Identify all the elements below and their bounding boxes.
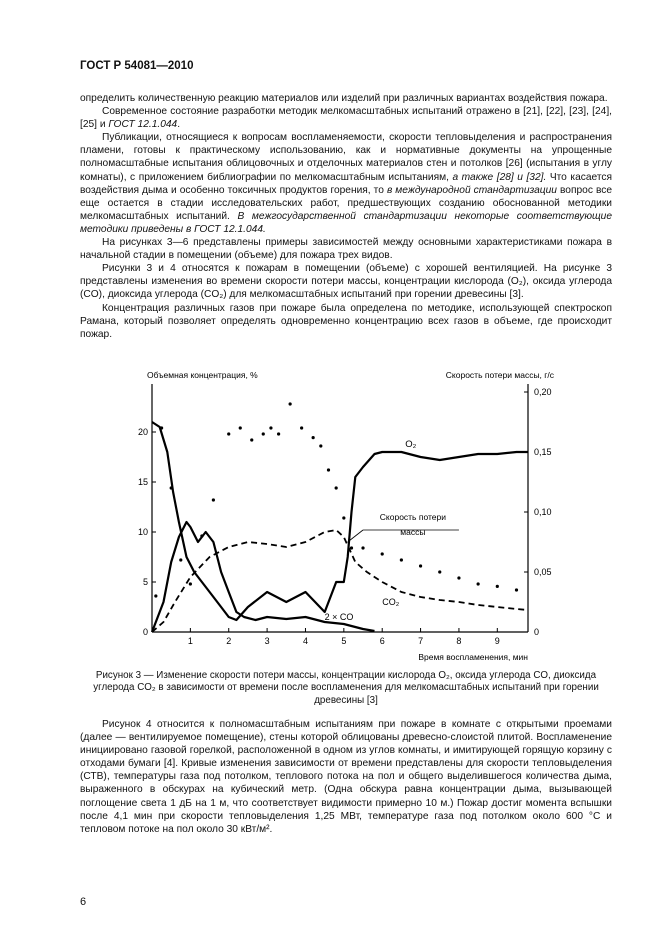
paragraph-2	[80, 105, 612, 131]
text-block-bottom	[80, 718, 612, 836]
mass-loss-point	[438, 570, 441, 573]
y-left-tick-label: 20	[137, 427, 148, 437]
co2-curve-label: CO₂	[382, 597, 400, 607]
mass-loss-point	[277, 432, 280, 435]
mass-loss-point	[496, 585, 499, 588]
mass-loss-point	[212, 498, 215, 501]
y-right-tick-label: 0,05	[534, 567, 552, 577]
paragraph-2-text: Современное состояние разработки методик мелкомасштабных испытаний отражено в [21], [22], [23], [24], [25] и	[80, 106, 612, 131]
mass-loss-point	[350, 546, 353, 549]
page-number: 6	[80, 896, 87, 908]
mass-loss-label-line1: Скорость потери	[379, 512, 447, 522]
mass-loss-point	[400, 558, 403, 561]
mass-loss-point	[515, 588, 518, 591]
paragraph-2-italic: ГОСТ 12.1.044	[108, 119, 178, 131]
y-right-tick-label: 0,15	[534, 447, 552, 457]
paragraph-3-d: в международной стандартизации	[386, 184, 557, 196]
y-right-tick-label: 0,20	[534, 387, 552, 397]
mass-loss-point	[250, 438, 253, 441]
mass-loss-point	[160, 426, 163, 429]
figure-caption: Рисунок 3 — Изменение скорости потери массы, концентрации кислорода O₂, оксида углерода CO, диоксида углерода CO₂ в зависимости от времени после воспламенения для мелкомасштабных испытаний при горении древесины [3]	[93, 670, 599, 706]
paragraph-3-a: Публикации, относящиеся к вопросам воспламеняемости, скорости тепловыделения и распространения пламени, готовы к практическому использованию, как и нормативные документы на упрощенные полномасштабные испытания облицовочных и отделочных материалов стен и потолков [26] (испытания в углу комнаты), с приложением библиографии по мелкомасштабным испытаниям,	[80, 132, 612, 183]
y-left-tick-label: 0	[142, 627, 148, 637]
paragraph-3-f: В межгосударственной стандартизации некоторые соответствующие методики приведены в ГОСТ 12.1.044.	[80, 210, 612, 235]
mass-loss-point	[200, 534, 203, 537]
mass-loss-point	[419, 564, 422, 567]
y-left-tick-label: 10	[137, 527, 148, 537]
mass-loss-point	[170, 486, 173, 489]
x-tick-label: 9	[494, 636, 500, 646]
mass-loss-point	[300, 426, 303, 429]
mass-loss-point	[154, 594, 157, 597]
y-left-tick-label: 15	[137, 477, 148, 487]
mass-loss-point	[342, 516, 345, 519]
y-right-axis-label: Скорость потери массы, г/с	[445, 370, 554, 380]
x-tick-label: 1	[187, 636, 193, 646]
mass-loss-point	[361, 546, 364, 549]
paragraph-1: определить количественную реакцию материалов или изделий при различных вариантах воздействия пожара.	[80, 93, 608, 104]
x-tick-label: 6	[379, 636, 385, 646]
x-tick-label: 3	[264, 636, 270, 646]
paragraph-7: Рисунок 4 относится к полномасштабным испытаниям при пожаре в комнате с открытыми проемами (далее — вентилируемое помещение), стены которой облицованы древесно-слоистой плитой. Воспламенение инициировано газовой горелкой, расположенной в одном из углов комнаты, и имитирующей горящую корзину с отходами бумаги [4]. Кривые изменения зависимости от времени представлены для скорости тепловыделения (СТВ), температуры газа под потолком, теплового потока на пол и общего выделившегося количества дыма, выраженного в обскурах на кубический метр. (Одна обскура равна концентрации дыма, вызывающей поглощение света 1 дБ на 1 м, что соответствует видимости примерно 10 м.) Пожар достиг момента вспышки после 4,1 мин при скорости тепловыделения 1,25 МВт, температуре газа под потолком около 600 °С и тепловом потоке на пол около 30 кВт/м².	[80, 719, 612, 835]
x-tick-label: 8	[456, 636, 462, 646]
mass-loss-point	[381, 552, 384, 555]
mass-loss-point	[457, 576, 460, 579]
paragraph-3-c: Что касается воздействия дыма и особенно токсичных продуктов горения, то	[80, 171, 612, 196]
mass-loss-point	[227, 432, 230, 435]
mass-loss-label-line2: массы	[400, 527, 426, 537]
mass-loss-point	[312, 436, 315, 439]
mass-loss-point	[262, 432, 265, 435]
paragraph-3-e: вопрос все еще остается в стадии исследовательских работ, предшествующих созданию обоснованной методики мелкомасштабных испытаний.	[80, 184, 613, 222]
mass-loss-point	[269, 426, 272, 429]
mass-loss-point	[335, 486, 338, 489]
mass-loss-point	[477, 582, 480, 585]
paragraph-3-b: а также [28] и [32].	[452, 171, 550, 183]
mass-loss-point	[289, 402, 292, 405]
x-tick-label: 4	[302, 636, 308, 646]
co-curve-label: 2 × CO	[324, 612, 354, 622]
text-block-top	[80, 92, 612, 341]
mass-loss-point	[239, 426, 242, 429]
paragraph-5: Рисунки 3 и 4 относятся к пожарам в помещении (объеме) с хорошей вентиляцией. На рисунке 3 представлены изменения во времени скорости потери массы, концентрации кислорода (O₂), оксида углерода (CO), диоксида углерода (CO₂) для мелкомасштабных испытаний при горении древесины [3].	[80, 263, 612, 301]
x-tick-label: 2	[226, 636, 232, 646]
o2-curve-label: O₂	[405, 439, 417, 450]
mass-loss-point	[179, 558, 182, 561]
paragraph-3	[80, 131, 612, 236]
paragraph-6: Концентрация различных газов при пожаре была определена по методике, использующей спектроскоп Рамана, который позволяет определять одновременно концентрацию всех газов в объеме, где происходит пожар.	[80, 302, 612, 340]
figure-3-chart	[130, 368, 580, 663]
y-left-axis-label: Объемная концентрация, %	[147, 370, 258, 380]
paragraph-4: На рисунках 3—6 представлены примеры зависимостей между основными характеристиками пожара в начальной стадии в помещении (объеме) для пожара трех видов.	[80, 237, 612, 262]
mass-loss-point	[319, 444, 322, 447]
y-right-tick-label: 0	[534, 627, 540, 637]
document-header: ГОСТ Р 54081—2010	[80, 60, 194, 72]
y-right-tick-label: 0,10	[534, 507, 552, 517]
o2-series-line	[152, 422, 528, 620]
x-tick-label: 7	[418, 636, 424, 646]
x-axis-label: Время воспламенения, мин	[418, 652, 528, 662]
paragraph-2-end: .	[177, 119, 181, 131]
mass-loss-point	[327, 468, 330, 471]
y-left-tick-label: 5	[142, 577, 148, 587]
x-tick-label: 5	[341, 636, 347, 646]
chart-series-layer	[152, 402, 528, 632]
mass-loss-point	[189, 582, 192, 585]
